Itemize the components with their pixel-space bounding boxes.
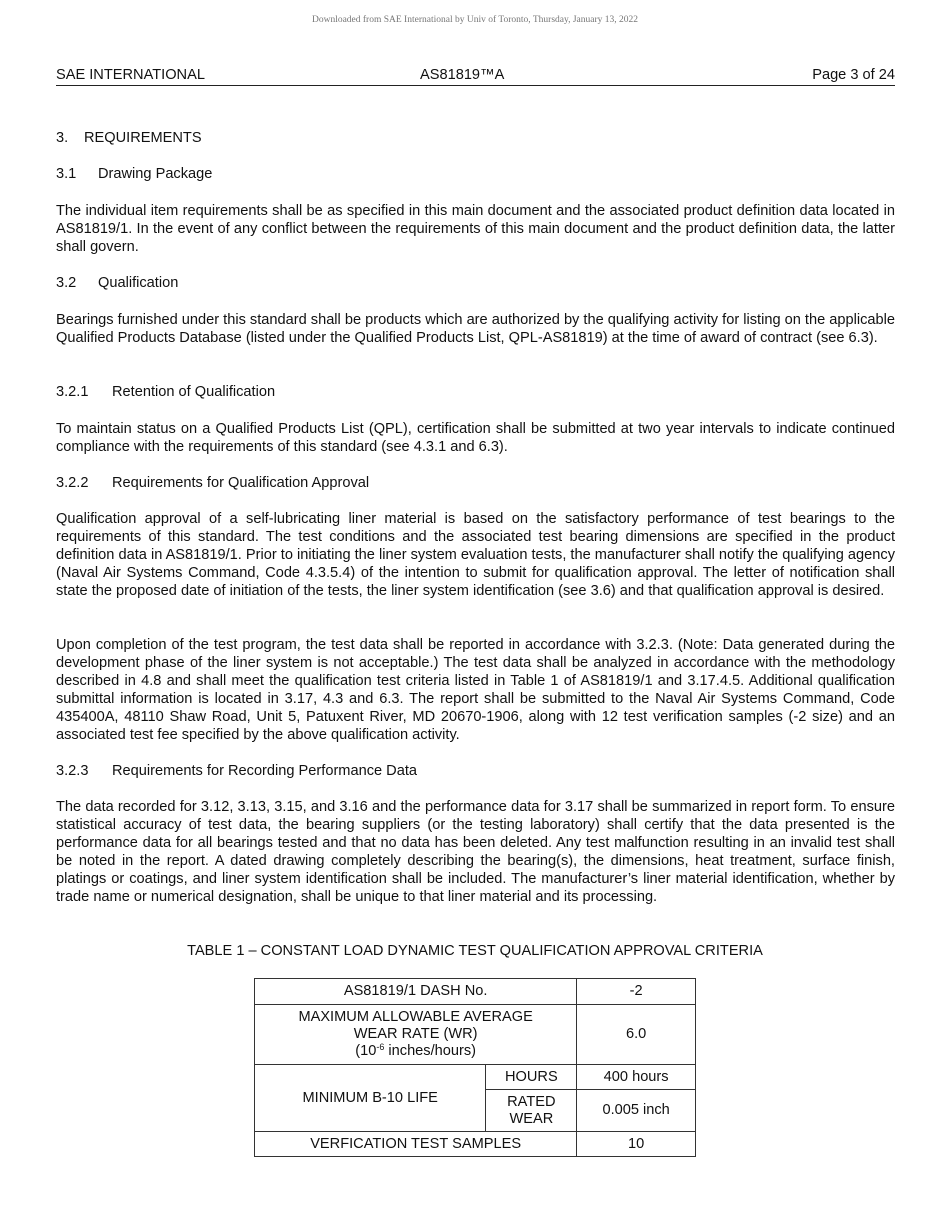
section-heading-3-2	[56, 274, 178, 292]
section-heading-3-1	[56, 165, 212, 183]
wr-line1: MAXIMUM ALLOWABLE AVERAGE	[298, 1009, 533, 1025]
table-row	[255, 1065, 696, 1090]
rated-line2: WEAR	[509, 1110, 554, 1127]
samples-label: VERFICATION TEST SAMPLES	[255, 1132, 577, 1157]
section-title: Retention of Qualification	[112, 384, 276, 400]
paragraph: To maintain status on a Qualified Products List (QPL), certification shall be submitted at two year intervals to indicate continued compliance with the requirements of this standard (see 4.3.1 and 6.3).	[56, 421, 895, 456]
header-org: SAE INTERNATIONAL	[56, 67, 205, 83]
wear-rate-value: 6.0	[577, 1005, 696, 1065]
wr-unit-exponent: -6	[376, 1042, 385, 1052]
download-watermark: Downloaded from SAE International by Univ of Toronto, Thursday, January 13, 2022	[311, 15, 639, 25]
page-header	[56, 66, 895, 86]
rated-wear-value: 0.005 inch	[577, 1090, 696, 1132]
section-title: REQUIREMENTS	[84, 130, 202, 146]
paragraph: The individual item requirements shall be as specified in this main document and the associated product definition data located in AS81819/1. In the event of any conflict between the requirements of this main document and the product definition data, the latter shall govern.	[56, 203, 895, 256]
section-number: 3.1	[56, 166, 77, 182]
b10-life-label: MINIMUM B-10 LIFE	[255, 1065, 486, 1132]
samples-value: 10	[577, 1132, 696, 1157]
dash-label: AS81819/1 DASH No.	[255, 979, 577, 1005]
table-row	[255, 1132, 696, 1157]
section-number: 3.2	[56, 275, 77, 291]
section-heading-3-2-1	[56, 383, 275, 401]
section-number: 3.2.1	[56, 384, 89, 400]
dash-value: -2	[577, 979, 696, 1005]
section-heading-3-2-3	[56, 762, 417, 780]
section-heading-3-2-2	[56, 474, 369, 492]
wear-rate-label	[255, 1005, 577, 1065]
wr-unit: (10	[355, 1043, 377, 1059]
section-number: 3.2.2	[56, 475, 89, 491]
section-number: 3.2.3	[56, 763, 89, 779]
paragraph: Qualification approval of a self-lubricating liner material is based on the satisfactory performance of test bearings to the requirements of this standard. The test conditions and the associated test bearing dimensions are specified in the product definition data in AS81819/1. Prior to initiating the liner system evaluation tests, the manufacturer shall notify the qualifying agency (Naval Air Systems Command, Code 4.3.5.4) of the intention to submit for qualification approval. The letter of notification shall state the proposed date of initiation of the tests, the liner system identification (see 3.6) and that qualification approval is desired.	[56, 511, 895, 600]
hours-value: 400 hours	[577, 1065, 696, 1090]
wr-unit-rest: inches/hours)	[384, 1043, 477, 1059]
table-row	[255, 1005, 696, 1065]
rated-line1: RATED	[507, 1093, 556, 1110]
section-title: Requirements for Recording Performance Data	[112, 763, 417, 779]
wr-line2: WEAR RATE (WR)	[353, 1026, 478, 1042]
table-row	[255, 979, 696, 1005]
section-heading-3	[56, 129, 202, 147]
section-title: Qualification	[98, 275, 179, 291]
header-doc-id: AS81819™A	[420, 67, 505, 83]
section-title: Requirements for Qualification Approval	[112, 475, 370, 491]
table-title: TABLE 1 – CONSTANT LOAD DYNAMIC TEST QUALIFICATION APPROVAL CRITERIA	[187, 943, 763, 959]
criteria-table	[254, 978, 696, 1157]
hours-label: HOURS	[486, 1065, 577, 1090]
rated-wear-label	[486, 1090, 577, 1132]
section-title: Drawing Package	[98, 166, 213, 182]
paragraph: Upon completion of the test program, the test data shall be reported in accordance with 3.2.3. (Note: Data generated during the development phase of the liner system is not acceptable.) The test data shall be analyzed in accordance with the methodology described in 4.8 and shall meet the qualification test criteria listed in Table 1 of AS81819/1 and 3.17.4.5. Additional qualification submittal information is located in 3.17, 4.3 and 6.3. The report shall be submitted to the Naval Air Systems Command, Code 435400A, 48110 Shaw Road, Unit 5, Patuxent River, MD 20670-1906, along with 12 test verification samples (-2 size) and an associated test fee specified by the above qualification activity.	[56, 637, 895, 744]
header-page-number: Page 3 of 24	[812, 67, 895, 83]
paragraph: Bearings furnished under this standard shall be products which are authorized by the qualifying activity for listing on the applicable Qualified Products Database (listed under the Qualified Products List, QPL-AS81819) at the time of award of contract (see 6.3).	[56, 312, 895, 347]
paragraph: The data recorded for 3.12, 3.13, 3.15, and 3.16 and the performance data for 3.17 shall be summarized in report form. To ensure statistical accuracy of test data, the bearing suppliers (or the testing laboratory) shall certify that the data presented is the performance data for all bearings tested and that no data has been deleted. Any test malfunction resulting in an invalid test shall be noted in the report. A dated drawing completely describing the bearing(s), the dimensions, heat treatment, surface finish, platings or coatings, and liner system identification shall be included. The manufacturer’s liner material identification, whether by trade name or numerical designation, shall be unique to that liner material and its processing.	[56, 799, 895, 906]
section-number: 3.	[56, 130, 69, 146]
